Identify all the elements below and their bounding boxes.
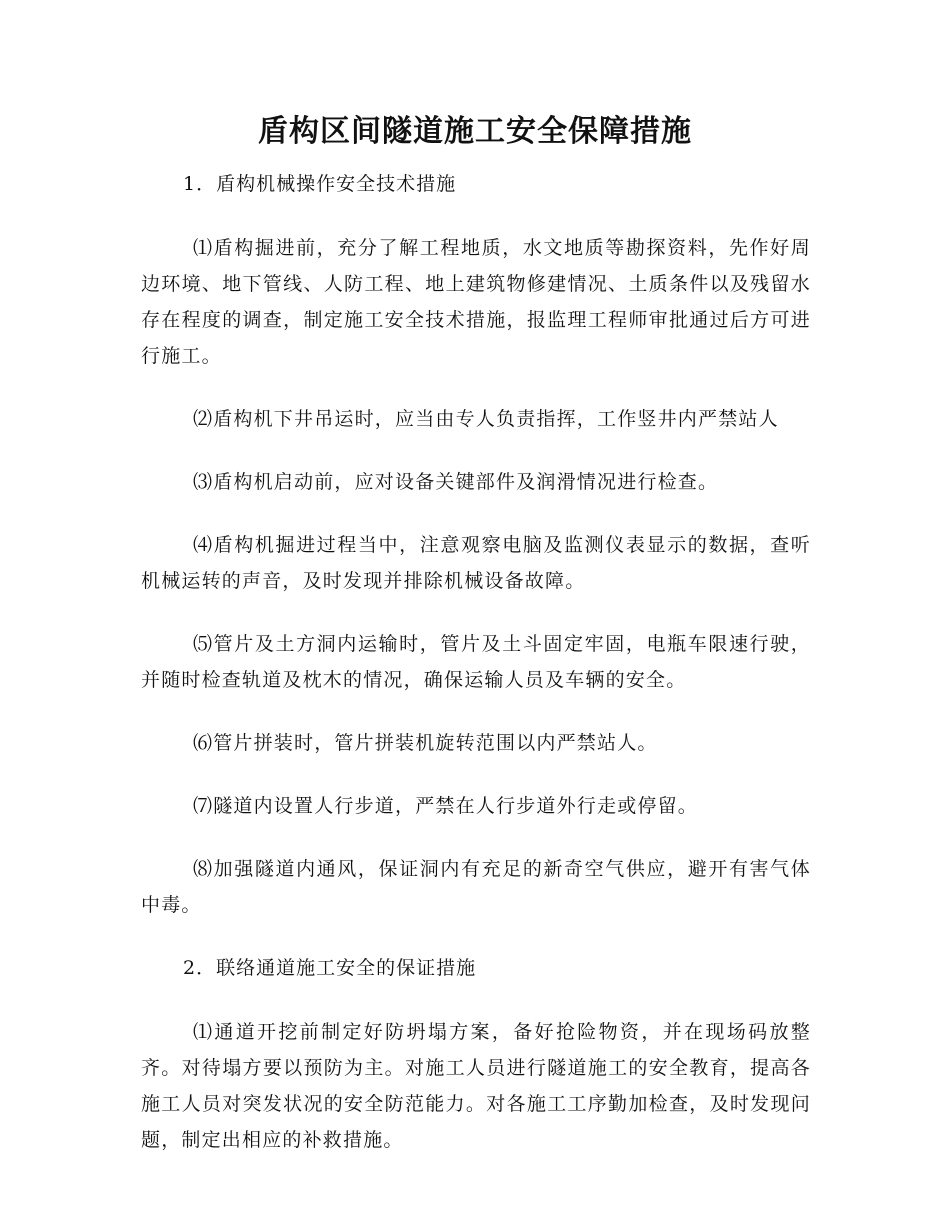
paragraph: ⑺隧道内设置人行步道，严禁在人行步道外行走或停留。 bbox=[193, 795, 699, 817]
paragraph: ⑸管片及土方洞内运输时，管片及土斗固定牢固，电瓶车限速行驶，并随时检查轨道及枕木的情况，确保运输人员及车辆的安全。 bbox=[141, 633, 811, 691]
paragraph: ⑴盾构掘进前，充分了解工程地质，水文地质等勘探资料，先作好周边环境、地下管线、人防工程、地上建筑物修建情况、土质条件以及残留水存在程度的调查，制定施工安全技术措施，报监理工程师审批通过后方可进行施工。 bbox=[141, 237, 811, 367]
paragraph: ⑷盾构机掘进过程当中，注意观察电脑及监测仪表显示的数据，查听机械运转的声音，及时发现并排除机械设备故障。 bbox=[141, 534, 811, 592]
section-heading-1: 1．盾构机械操作安全技术措施 bbox=[183, 173, 457, 195]
section-heading-2: 2．联络通道施工安全的保证措施 bbox=[183, 957, 477, 979]
paragraph: ⑻加强隧道内通风，保证洞内有充足的新奇空气供应，避开有害气体中毒。 bbox=[141, 858, 811, 916]
document-body bbox=[141, 166, 811, 1185]
paragraph: ⑶盾构机启动前，应对设备关键部件及润滑情况进行检查。 bbox=[193, 471, 719, 493]
paragraph: ⑴通道开挖前制定好防坍塌方案，备好抢险物资，并在现场码放整齐。对待塌方要以预防为主。对施工人员进行隧道施工的安全教育，提高各施工人员对突发状况的安全防范能力。对各施工工序勤加检查，及时发现问题，制定出相应的补救措施。 bbox=[141, 1021, 811, 1151]
paragraph: ⑹管片拼装时，管片拼装机旋转范围以内严禁站人。 bbox=[193, 732, 658, 754]
document-title: 盾构区间隧道施工安全保障措施 bbox=[258, 114, 692, 149]
paragraph: ⑵盾构机下井吊运时，应当由专人负责指挥，工作竖井内严禁站人 bbox=[193, 408, 779, 430]
